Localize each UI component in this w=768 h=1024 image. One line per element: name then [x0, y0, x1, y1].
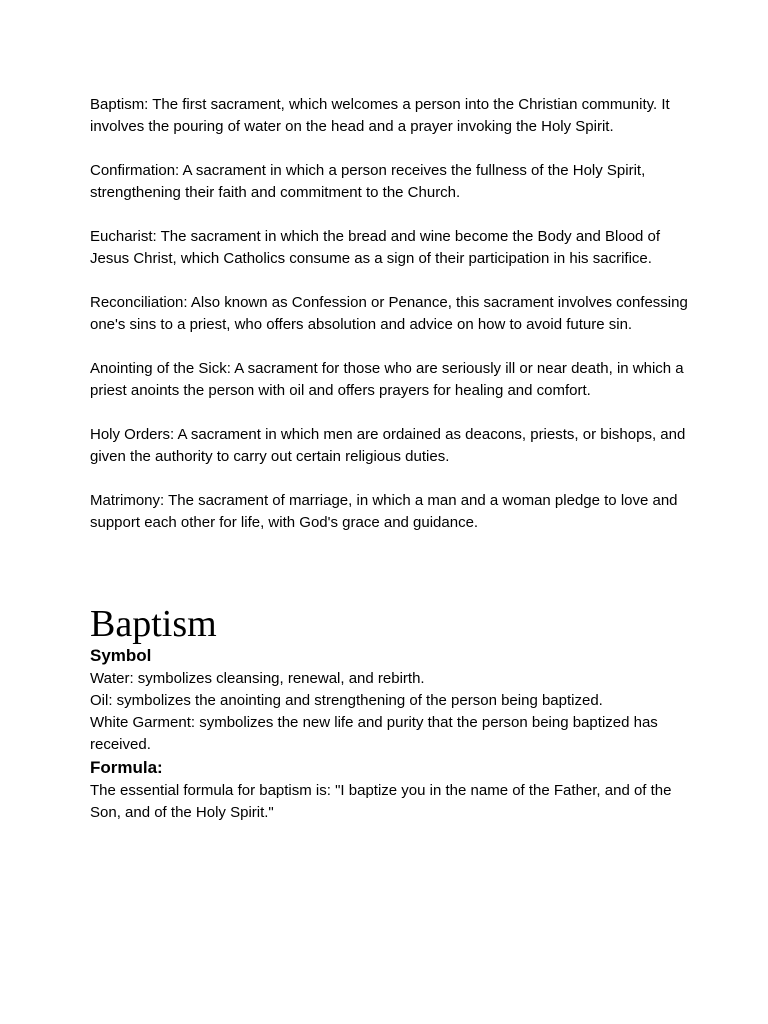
symbol-line-oil: Oil: symbolizes the anointing and strengthening of the person being baptized.	[90, 692, 603, 709]
formula-heading: Formula:	[90, 758, 163, 777]
formula-text: The essential formula for baptism is: "I baptize you in the name of the Father, and of the Son, and of the Holy Spirit."	[90, 782, 672, 821]
section-title: Baptism	[90, 603, 217, 645]
sacrament-paragraph-holy-orders: Holy Orders: A sacrament in which men are ordained as deacons, priests, or bishops, and given the authority to carry out certain religious duties.	[90, 426, 686, 465]
symbol-line-water: Water: symbolizes cleansing, renewal, and rebirth.	[90, 670, 425, 687]
symbol-line-white-garment: White Garment: symbolizes the new life and purity that the person being baptized has received.	[90, 714, 658, 753]
sacrament-paragraph-confirmation: Confirmation: A sacrament in which a person receives the fullness of the Holy Spirit, strengthening their faith and commitment to the Church.	[90, 162, 646, 201]
sacrament-paragraph-eucharist: Eucharist: The sacrament in which the bread and wine become the Body and Blood of Jesus Christ, which Catholics consume as a sign of their participation in his sacrifice.	[90, 228, 661, 267]
symbol-heading: Symbol	[90, 646, 152, 665]
sacrament-paragraph-reconciliation: Reconciliation: Also known as Confession or Penance, this sacrament involves confessing one's sins to a priest, who offers absolution and advice on how to avoid future sin.	[90, 294, 688, 333]
sacrament-paragraph-baptism: Baptism: The first sacrament, which welcomes a person into the Christian community. It involves the pouring of water on the head and a prayer invoking the Holy Spirit.	[90, 96, 670, 135]
sacrament-paragraph-matrimony: Matrimony: The sacrament of marriage, in which a man and a woman pledge to love and support each other for life, with God's grace and guidance.	[90, 492, 678, 531]
sacrament-paragraph-anointing: Anointing of the Sick: A sacrament for those who are seriously ill or near death, in which a priest anoints the person with oil and offers prayers for healing and comfort.	[90, 360, 684, 399]
document-page	[90, 94, 690, 824]
